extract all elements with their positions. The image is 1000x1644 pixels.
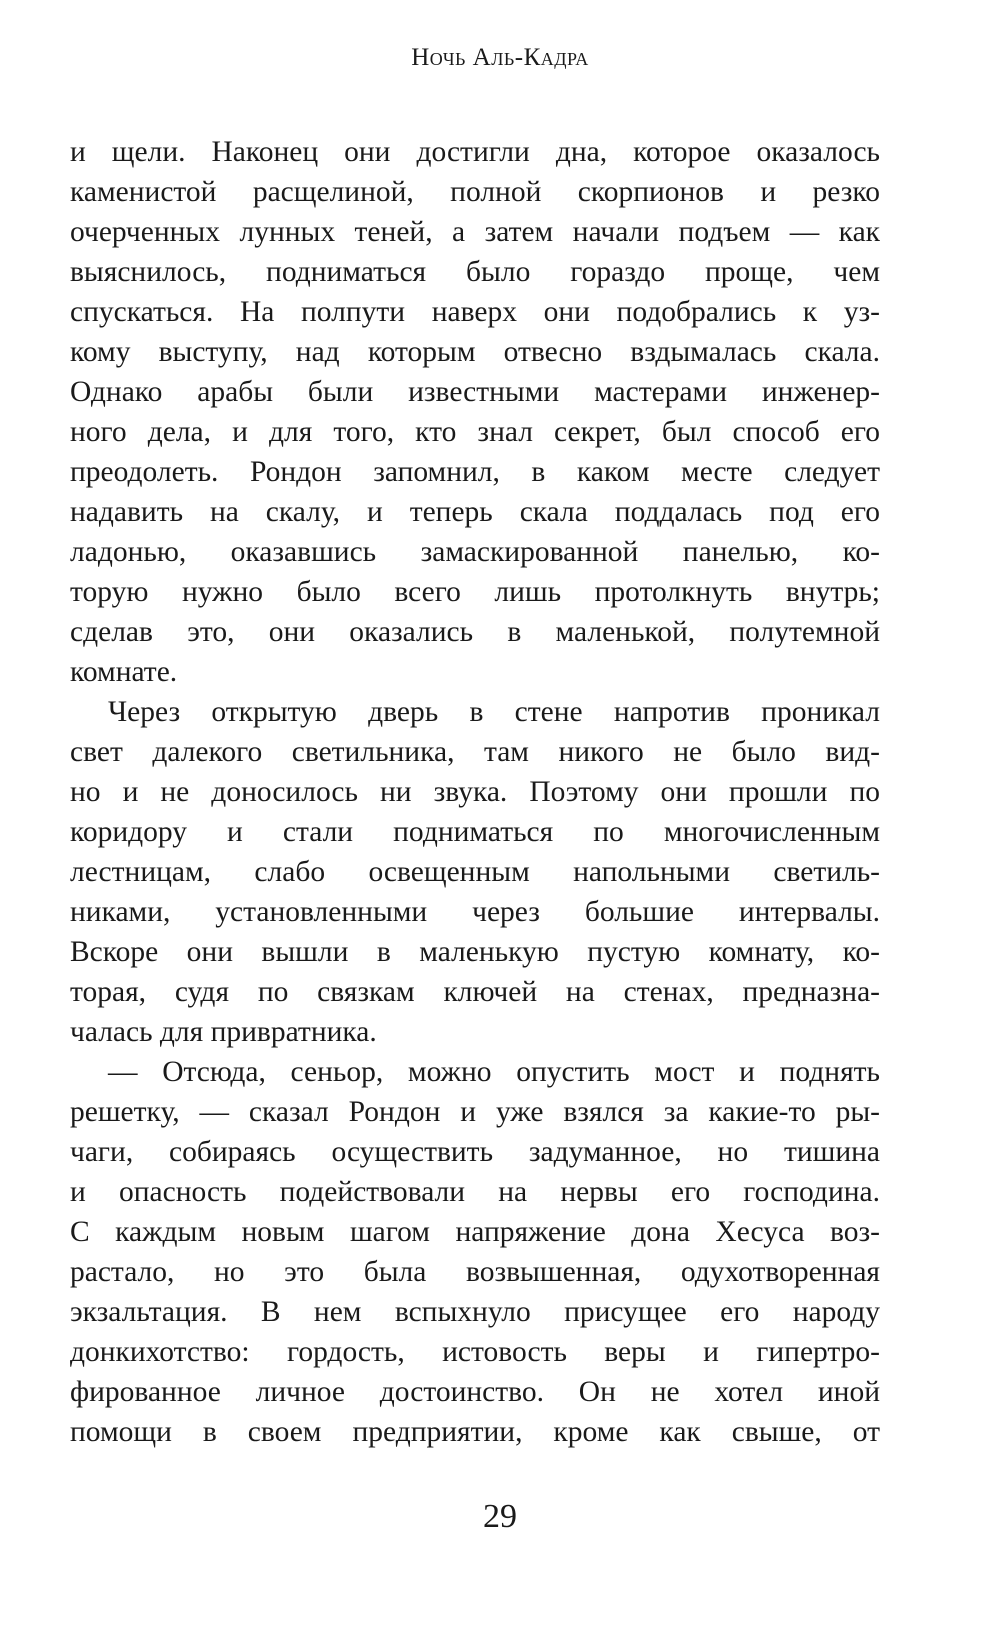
text-line: — Отсюда, сеньор, можно опустить мост и поднять xyxy=(108,1056,880,1088)
paragraph xyxy=(70,692,880,1052)
text-line: помощи в своем предприятии, кроме как свыше, от xyxy=(70,1416,880,1448)
text-line: и опасность подействовали на нервы его господина. xyxy=(70,1176,880,1208)
text-line: свет далекого светильника, там никого не было вид- xyxy=(70,736,880,768)
text-line: ного дела, и для того, кто знал секрет, был способ его xyxy=(70,416,880,448)
text-line: Через открытую дверь в стене напротив проникал xyxy=(108,696,880,728)
text-line: спускаться. На полпути наверх они подобрались к уз- xyxy=(70,296,880,328)
paragraph xyxy=(70,1052,880,1452)
text-line: торую нужно было всего лишь протолкнуть внутрь; xyxy=(70,576,880,608)
running-head: Ночь Аль-Кадра xyxy=(411,44,589,71)
text-line: каменистой расщелиной, полной скорпионов и резко xyxy=(70,176,880,208)
text-line: ладонью, оказавшись замаскированной панелью, ко- xyxy=(70,536,880,568)
text-line: решетку, — сказал Рондон и уже взялся за какие-то ры- xyxy=(70,1096,880,1128)
text-line: кому выступу, над которым отвесно вздымалась скала. xyxy=(70,336,880,368)
text-line: С каждым новым шагом напряжение дона Хесуса воз- xyxy=(70,1216,880,1248)
text-line: Однако арабы были известными мастерами инженер- xyxy=(70,376,880,408)
page-number: 29 xyxy=(483,1498,517,1535)
text-line: и щели. Наконец они достигли дна, которое оказалось xyxy=(70,136,880,168)
text-line: лестницам, слабо освещенным напольными светиль- xyxy=(70,856,880,888)
text-line: никами, установленными через большие интервалы. xyxy=(70,896,880,928)
text-line: донкихотство: гордость, истовость веры и гипертро- xyxy=(70,1336,880,1368)
text-line: коридору и стали подниматься по многочисленным xyxy=(70,816,880,848)
text-line: сделав это, они оказались в маленькой, полутемной xyxy=(70,616,880,648)
text-line: чаги, собираясь осуществить задуманное, но тишина xyxy=(70,1136,880,1168)
text-line: экзальтация. В нем вспыхнуло присущее его народу xyxy=(70,1296,880,1328)
text-line: Вскоре они вышли в маленькую пустую комнату, ко- xyxy=(70,936,880,968)
paragraph xyxy=(70,132,880,692)
text-line: растало, но это была возвышенная, одухотворенная xyxy=(70,1256,880,1288)
text-line: чалась для привратника. xyxy=(70,1016,377,1048)
body-text xyxy=(70,132,880,1452)
text-line: торая, судя по связкам ключей на стенах, предназна- xyxy=(70,976,880,1008)
text-line: преодолеть. Рондон запомнил, в каком месте следует xyxy=(70,456,880,488)
text-line: комнате. xyxy=(70,656,178,688)
text-line: надавить на скалу, и теперь скала поддалась под его xyxy=(70,496,880,528)
text-line: фированное личное достоинство. Он не хотел иной xyxy=(70,1376,880,1408)
text-line: выяснилось, подниматься было гораздо проще, чем xyxy=(70,256,880,288)
text-line: но и не доносилось ни звука. Поэтому они прошли по xyxy=(70,776,880,808)
text-line: очерченных лунных теней, а затем начали подъем — как xyxy=(70,216,880,248)
